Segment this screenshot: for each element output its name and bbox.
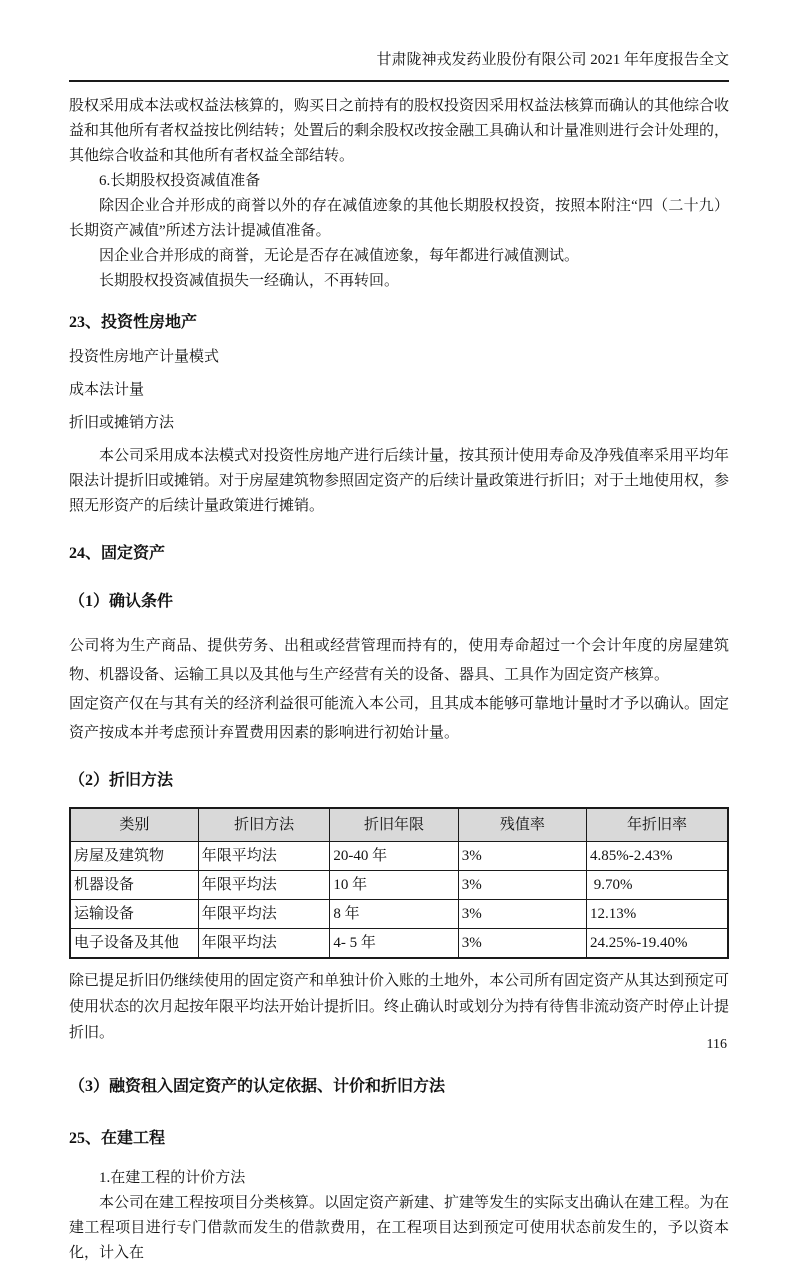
cell-residual-rate: 3%: [458, 929, 586, 959]
table-header-row: [70, 808, 728, 842]
cell-category: 运输设备: [70, 900, 198, 929]
cell-useful-life: 8 年: [330, 900, 458, 929]
section24-sub2-heading: （2）折旧方法: [69, 772, 174, 789]
page-number: 116: [706, 1037, 727, 1052]
cell-annual-rate: 4.85%-2.43%: [586, 842, 728, 871]
column-header-category: 类别: [70, 808, 198, 842]
cell-residual-rate: 3%: [458, 871, 586, 900]
cell-useful-life: 10 年: [330, 871, 458, 900]
section25-heading: 25、在建工程: [69, 1130, 166, 1147]
item6-paragraph-2: 因企业合并形成的商誉，无论是否存在减值迹象，每年都进行减值测试。: [99, 248, 580, 264]
cell-useful-life: 20-40 年: [330, 842, 458, 871]
section24-sub2-paragraph: 除已提足折旧仍继续使用的固定资产和单独计价入账的土地外，本公司所有固定资产从其达到预定可使用状态的次月起按年限平均法开始计提折旧。终止确认时或划分为持有待售非流动资产时停止计提折旧。: [69, 973, 730, 1041]
item6-paragraph-1: 除因企业合并形成的商誉以外的存在减值迹象的其他长期股权投资，按照本附注“四（二十九）长期资产减值”所述方法计提减值准备。: [69, 198, 729, 239]
cell-method: 年限平均法: [198, 871, 330, 900]
section23-label-measurement-mode: 投资性房地产计量模式: [69, 349, 220, 365]
section25-item1-paragraph: 本公司在建工程按项目分类核算。以固定资产新建、扩建等发生的实际支出确认在建工程。为在建工程项目进行专门借款而发生的借款费用，在工程项目达到预定可使用状态前发生的，予以资本化，计入在: [69, 1195, 730, 1261]
section24-sub1-paragraph-2: 固定资产仅在与其有关的经济利益很可能流入本公司，且其成本能够可靠地计量时才予以确认。固定资产按成本并考虑预计弃置费用因素的影响进行初始计量。: [69, 696, 730, 741]
carryover-paragraph: 股权采用成本法或权益法核算的，购买日之前持有的股权投资因采用权益法核算而确认的其他综合收益和其他所有者权益按比例结转；处置后的剩余股权改按金融工具确认和计量准则进行会计处理的，其他综合收益和其他所有者权益全部结转。: [69, 98, 730, 164]
depreciation-table: [69, 807, 729, 959]
section23-paragraph: 本公司采用成本法模式对投资性房地产进行后续计量，按其预计使用寿命及净残值率采用平均年限法计提折旧或摊销。对于房屋建筑物参照固定资产的后续计量政策进行折旧；对于土地使用权，参照无形资产的后续计量政策进行摊销。: [69, 448, 730, 514]
section25-item1-title: 1.在建工程的计价方法: [99, 1170, 246, 1186]
section24-heading: 24、固定资产: [69, 545, 166, 562]
cell-method: 年限平均法: [198, 842, 330, 871]
item6-title: 6.长期股权投资减值准备: [99, 173, 261, 189]
cell-useful-life: 4- 5 年: [330, 929, 458, 959]
section23-label-depreciation-method: 折旧或摊销方法: [69, 415, 175, 431]
cell-annual-rate: 24.25%-19.40%: [586, 929, 728, 959]
cell-annual-rate: 9.70%: [586, 871, 728, 900]
cell-category: 机器设备: [70, 871, 198, 900]
table-row: [70, 929, 728, 959]
cell-annual-rate: 12.13%: [586, 900, 728, 929]
cell-residual-rate: 3%: [458, 900, 586, 929]
cell-method: 年限平均法: [198, 900, 330, 929]
column-header-annual-rate: 年折旧率: [586, 808, 728, 842]
section24-sub1-paragraph-1: 公司将为生产商品、提供劳务、出租或经营管理而持有的，使用寿命超过一个会计年度的房屋建筑物、机器设备、运输工具以及其他与生产经营有关的设备、器具、工具作为固定资产核算。: [69, 638, 729, 683]
column-header-useful-life: 折旧年限: [330, 808, 458, 842]
page-header-title: 甘肃陇神戎发药业股份有限公司 2021 年年度报告全文: [69, 50, 729, 82]
section23-label-cost-method: 成本法计量: [69, 382, 145, 398]
cell-residual-rate: 3%: [458, 842, 586, 871]
section24-sub1-heading: （1）确认条件: [69, 593, 174, 610]
item6-paragraph-3: 长期股权投资减值损失一经确认，不再转回。: [99, 273, 400, 289]
section23-heading: 23、投资性房地产: [69, 314, 198, 331]
page-content: [69, 94, 729, 1266]
cell-method: 年限平均法: [198, 929, 330, 959]
table-row: [70, 842, 728, 871]
cell-category: 房屋及建筑物: [70, 842, 198, 871]
section24-sub3-heading: （3）融资租入固定资产的认定依据、计价和折旧方法: [69, 1078, 446, 1095]
column-header-method: 折旧方法: [198, 808, 330, 842]
cell-category: 电子设备及其他: [70, 929, 198, 959]
column-header-residual-rate: 残值率: [458, 808, 586, 842]
table-row: [70, 900, 728, 929]
table-row: [70, 871, 728, 900]
